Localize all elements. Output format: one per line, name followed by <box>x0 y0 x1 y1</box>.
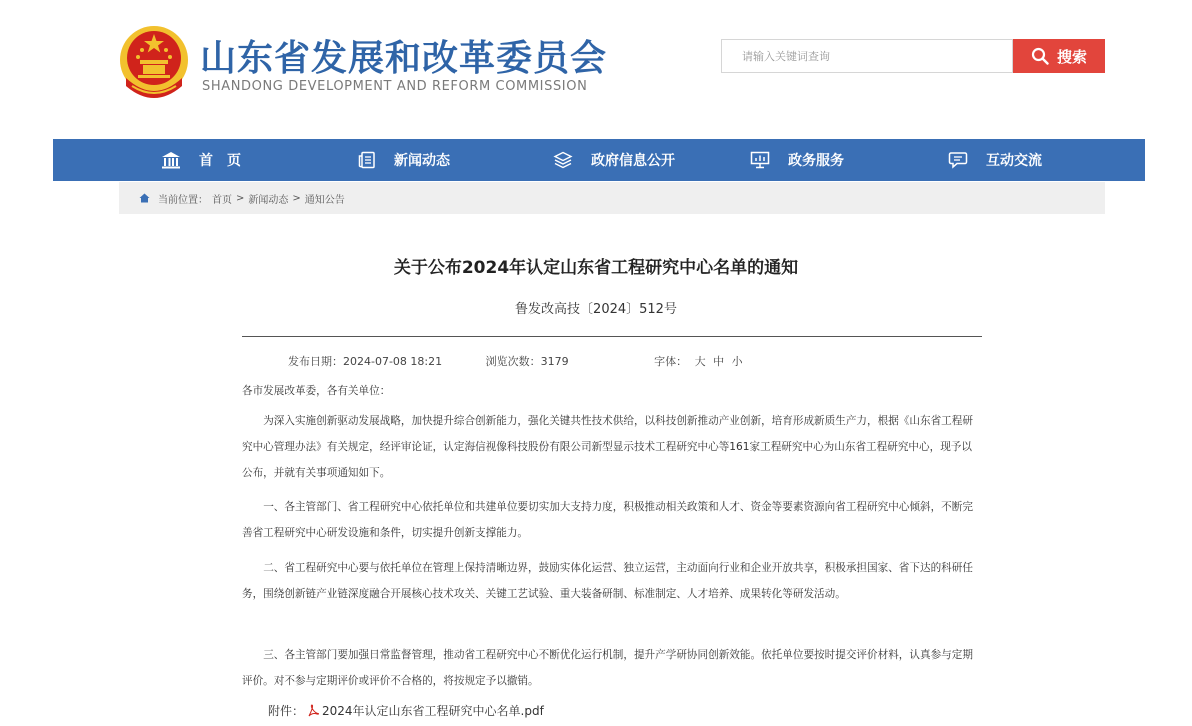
nav-item-home[interactable] <box>161 139 241 181</box>
search-input[interactable] <box>721 39 1013 73</box>
font-size-label: 字体： <box>654 355 688 368</box>
location-icon <box>139 193 150 203</box>
breadcrumb-news[interactable]: 新闻动态 <box>248 194 289 206</box>
publish-date: 2024-07-08 18:21 <box>343 355 443 368</box>
article-title: 关于公布2024年认定山东省工程研究中心名单的通知 <box>393 258 799 278</box>
paragraph: 一、各主管部门、省工程研究中心依托单位和共建单位要切实加大支持力度，积极推动相关政策和人才、资金等要素资源向省工程研究中心倾斜，不断完善省工程研究中心研发设施和条件，切实提升创新支撑能力。 <box>242 501 973 539</box>
site-subtitle: SHANDONG DEVELOPMENT AND REFORM COMMISSION <box>202 79 588 94</box>
font-size-medium[interactable]: 中 <box>713 355 725 368</box>
attachment <box>268 702 544 719</box>
breadcrumb-separator: > <box>292 192 301 204</box>
search-box <box>721 39 1105 73</box>
breadcrumb-prefix: 当前位置： <box>158 194 208 206</box>
site-title: 山东省发展和改革委员会 <box>200 38 608 79</box>
attachment-file-link[interactable]: 2024年认定山东省工程研究中心名单.pdf <box>322 704 544 718</box>
search-button[interactable] <box>1013 39 1105 73</box>
nav-label-interaction: 互动交流 <box>986 153 1042 169</box>
paragraph: 为深入实施创新驱动发展战略，加快提升综合创新能力，强化关键共性技术供给，以科技创新推动产业创新，培育形成新质生产力，根据《山东省工程研究中心管理办法》有关规定，经评审论证，认定海信视像科技股份有限公司新型显示技术工程研究中心等161家工程研究中心为山东省工程研究中心，现予以公布，并就有关事项通知如下。 <box>242 415 973 479</box>
document-number: 鲁发改高技〔2024〕512号 <box>515 302 677 317</box>
paragraph: 三、各主管部门要加强日常监督管理，推动省工程研究中心不断优化运行机制，提升产学研协同创新效能。依托单位要按时提交评价材料，认真参与定期评价。对不参与定期评价或评价不合格的，将按规定予以撤销。 <box>242 649 973 687</box>
nav-item-services[interactable] <box>750 139 844 181</box>
search-icon <box>1031 47 1049 65</box>
breadcrumb-separator: > <box>236 192 245 204</box>
nav-item-news[interactable] <box>358 139 450 181</box>
title-divider <box>242 336 982 337</box>
nav-item-gov-info[interactable] <box>553 139 675 181</box>
views-count: 3179 <box>540 355 569 368</box>
publish-date-label: 发布日期： <box>288 355 343 368</box>
nav-label-home: 首 页 <box>199 153 241 169</box>
national-emblem-icon <box>118 24 190 100</box>
pdf-icon <box>307 704 319 717</box>
breadcrumb-notices[interactable]: 通知公告 <box>304 194 345 206</box>
article-meta <box>288 353 743 369</box>
attachment-label: 附件： <box>268 704 305 718</box>
main-nav <box>53 139 1145 181</box>
nav-label-services: 政务服务 <box>788 153 844 169</box>
search-button-label: 搜索 <box>1056 47 1087 66</box>
paragraph: 二、省工程研究中心要与依托单位在管理上保持清晰边界，鼓励实体化运营、独立运营，主动面向行业和企业开放共享，积极承担国家、省下达的科研任务，围绕创新链产业链深度融合开展核心技术攻关、关键工艺试验、重大装备研制、标准制定、人才培养、成果转化等研发活动。 <box>242 562 973 600</box>
nav-item-interaction[interactable] <box>948 139 1042 181</box>
monitor-icon <box>750 151 770 169</box>
breadcrumb <box>119 182 1105 214</box>
news-icon <box>358 151 376 169</box>
layers-icon <box>553 151 573 169</box>
views-label: 浏览次数： <box>485 355 541 368</box>
salutation: 各市发展改革委，各有关单位： <box>242 385 391 397</box>
chat-icon <box>948 151 968 169</box>
nav-label-news: 新闻动态 <box>394 153 450 169</box>
font-size-large[interactable]: 大 <box>694 355 706 368</box>
home-icon <box>161 151 181 169</box>
site-header <box>0 0 1192 138</box>
breadcrumb-home[interactable]: 首页 <box>212 194 232 206</box>
font-size-small[interactable]: 小 <box>731 355 743 368</box>
nav-label-gov-info: 政府信息公开 <box>591 153 675 169</box>
